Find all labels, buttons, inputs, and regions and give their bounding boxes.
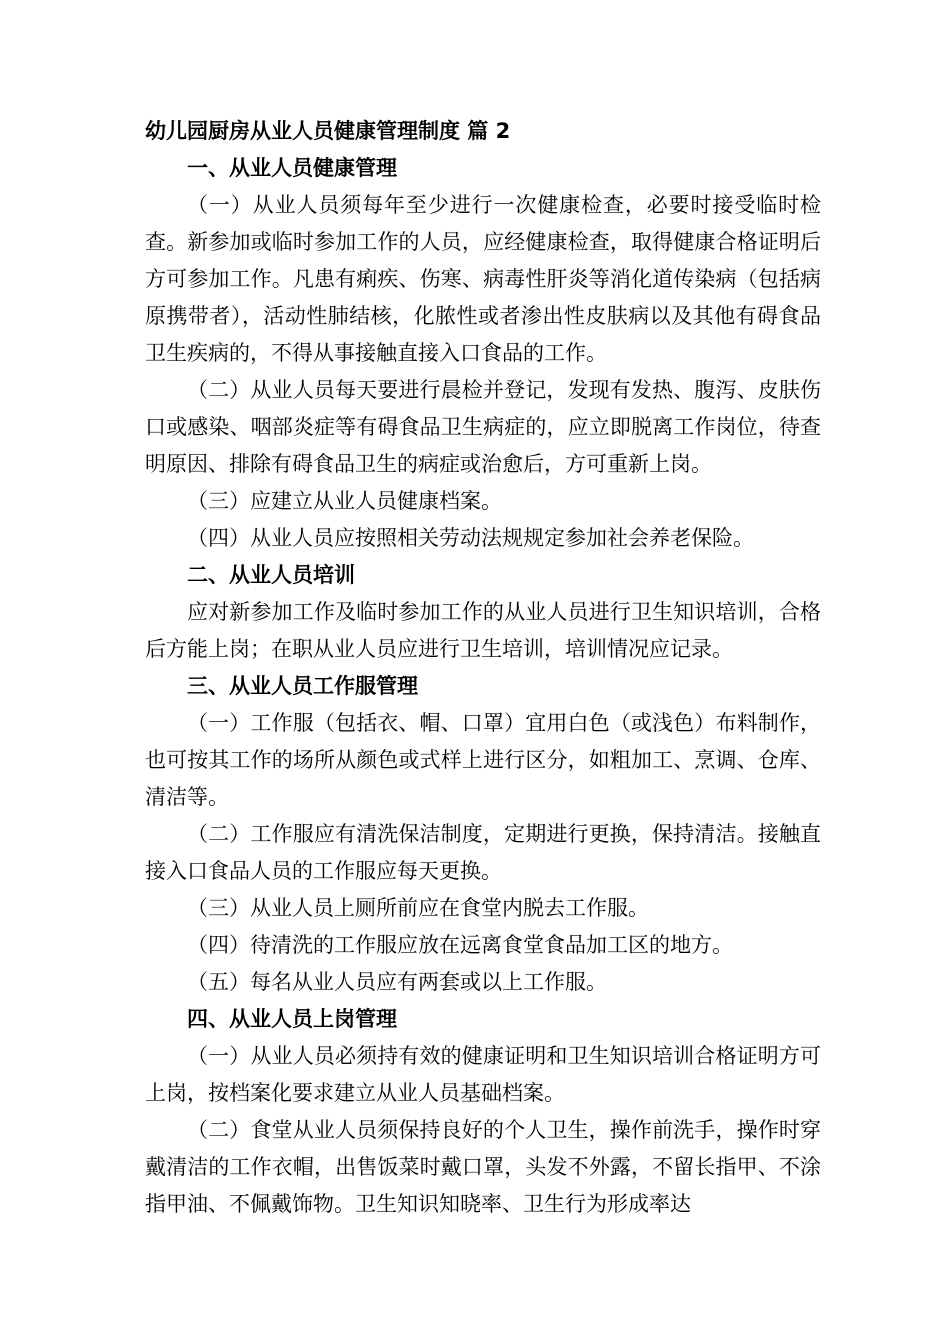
paragraph: （二）食堂从业人员须保持良好的个人卫生，操作前洗手，操作时穿戴清洁的工作衣帽，出售饭菜时戴口罩，头发不外露，不留长指甲、不涂指甲油、不佩戴饰物。卫生知识知晓率、卫生行为形成率达 xyxy=(145,1118,821,1216)
paragraph: （一）工作服（包括衣、帽、口罩）宜用白色（或浅色）布料制作，也可按其工作的场所从颜色或式样上进行区分，如粗加工、烹调、仓库、清洁等。 xyxy=(145,711,821,809)
paragraph: 应对新参加工作及临时参加工作的从业人员进行卫生知识培训，合格后方能上岗；在职从业人员应进行卫生培训，培训情况应记录。 xyxy=(145,600,821,661)
document-body xyxy=(145,113,821,1223)
paragraph: （二）工作服应有清洗保洁制度，定期进行更换，保持清洁。接触直接入口食品人员的工作服应每天更换。 xyxy=(145,822,821,883)
paragraph: （二）从业人员每天要进行晨检并登记，发现有发热、腹泻、皮肤伤口或感染、咽部炎症等有碍食品卫生病症的，应立即脱离工作岗位，待查明原因、排除有碍食品卫生的病症或治愈后，方可重新上岗。 xyxy=(145,378,821,476)
paragraph: （三）应建立从业人员健康档案。 xyxy=(187,489,502,513)
paragraph: （一）从业人员须每年至少进行一次健康检查，必要时接受临时检查。新参加或临时参加工作的人员，应经健康检查，取得健康合格证明后方可参加工作。凡患有痢疾、伤寒、病毒性肝炎等消化道传染病（包括病原携带者），活动性肺结核，化脓性或者渗出性皮肤病以及其他有碍食品卫生疾病的，不得从事接触直接入口食品的工作。 xyxy=(145,193,821,365)
section-heading: 三、从业人员工作服管理 xyxy=(187,674,418,698)
paragraph: （一）从业人员必须持有效的健康证明和卫生知识培训合格证明方可上岗，按档案化要求建立从业人员基础档案。 xyxy=(145,1044,821,1105)
paragraph: （五）每名从业人员应有两套或以上工作服。 xyxy=(187,970,607,994)
document-title: 幼儿园厨房从业人员健康管理制度 篇 2 xyxy=(145,119,511,143)
section-heading: 四、从业人员上岗管理 xyxy=(187,1007,397,1031)
section-heading: 二、从业人员培训 xyxy=(187,563,355,587)
paragraph: （三）从业人员上厕所前应在食堂内脱去工作服。 xyxy=(187,896,649,920)
section-heading: 一、从业人员健康管理 xyxy=(187,156,397,180)
paragraph: （四）从业人员应按照相关劳动法规规定参加社会养老保险。 xyxy=(187,526,754,550)
paragraph: （四）待清洗的工作服应放在远离食堂食品加工区的地方。 xyxy=(187,933,733,957)
